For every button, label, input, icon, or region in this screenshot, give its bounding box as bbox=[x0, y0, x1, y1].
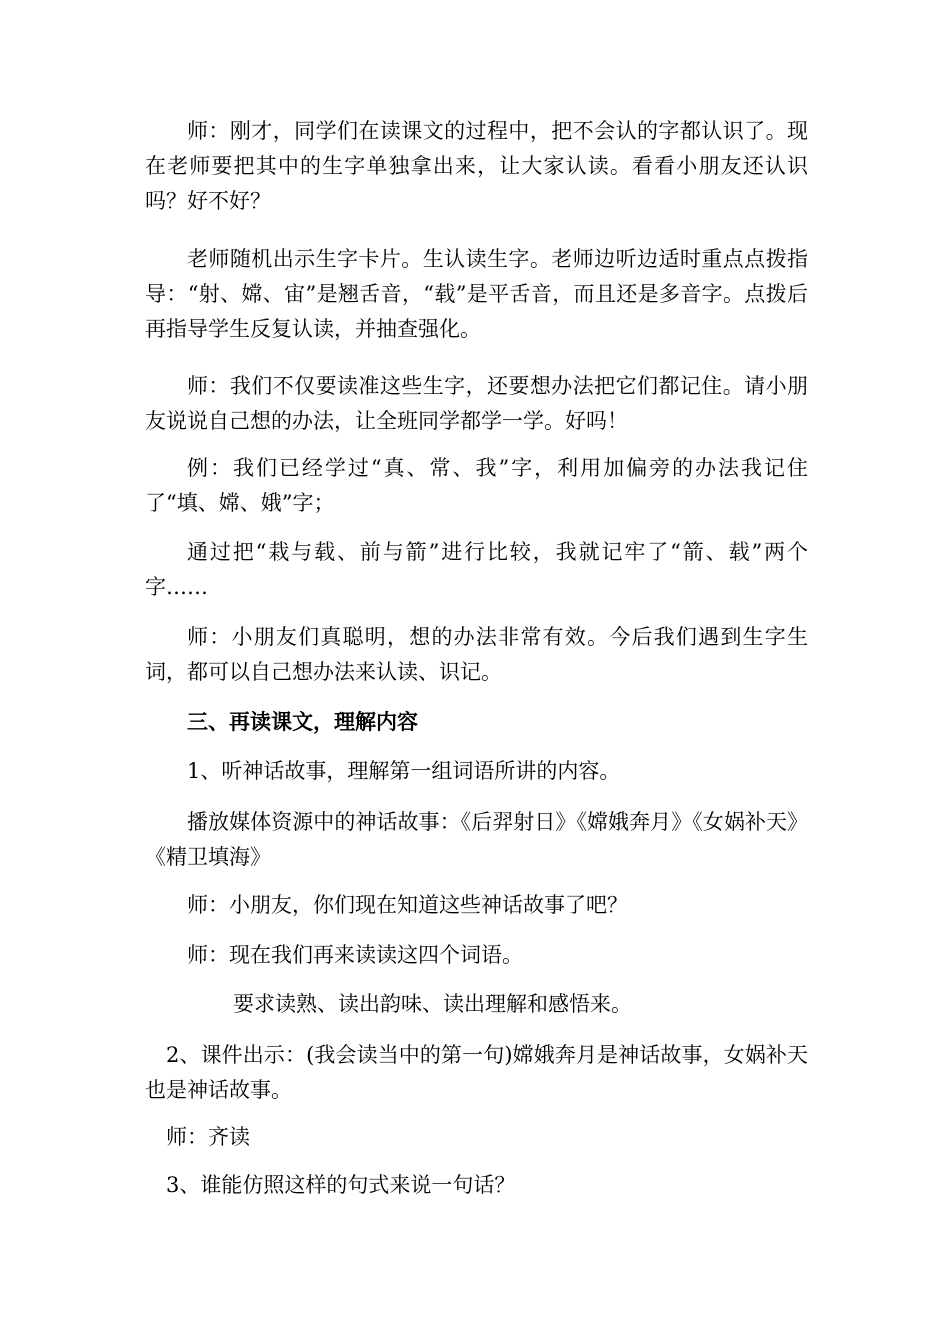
section-heading: 三、再读课文，理解内容 bbox=[187, 709, 418, 734]
paragraph-read-together: 师：齐读 bbox=[166, 1125, 250, 1149]
paragraph-step-2: 2、课件出示：(我会读当中的第一句)嫦娥奔月是神话故事，女娲补天也是神话故事。 bbox=[145, 1043, 808, 1102]
paragraph-card-reading: 老师随机出示生字卡片。生认读生字。老师边听边适时重点点拨指导：“射、嫦、宙”是翘舌音，“载”是平舌音，而且还是多音字。点拨后再指导学生反复认读，并抽查强化。 bbox=[145, 247, 808, 341]
paragraph-remember-method: 师：我们不仅要读准这些生字，还要想办法把它们都记住。请小朋友说说自己想的办法，让全班同学都学一学。好吗！ bbox=[145, 374, 808, 433]
paragraph-requirement: 要求读熟、读出韵味、读出理解和感悟来。 bbox=[233, 992, 632, 1016]
paragraph-step-3: 3、谁能仿照这样的句式来说一句话？ bbox=[166, 1173, 516, 1197]
paragraph-teacher-question: 师：小朋友，你们现在知道这些神话故事了吧？ bbox=[187, 893, 628, 917]
paragraph-play-stories: 播放媒体资源中的神话故事：《后羿射日》《嫦娥奔月》《女娲补天》《精卫填海》 bbox=[145, 810, 808, 869]
paragraph-example-compare: 通过把“栽与载、前与箭”进行比较，我就记牢了“箭、载”两个字…… bbox=[145, 540, 808, 599]
paragraph-example-radical: 例：我们已经学过“真、常、我”字，利用加偏旁的办法我记住了“填、嫦、娥”字； bbox=[145, 456, 808, 515]
paragraph-step-1: 1、听神话故事，理解第一组词语所讲的内容。 bbox=[187, 759, 621, 783]
paragraph-teacher-read-words: 师：现在我们再来读读这四个词语。 bbox=[187, 943, 523, 967]
paragraph-teacher-praise: 师：小朋友们真聪明，想的办法非常有效。今后我们遇到生字生词，都可以自己想办法来认读、识记。 bbox=[145, 625, 808, 684]
paragraph-teacher-intro: 师：刚才，同学们在读课文的过程中，把不会认的字都认识了。现在老师要把其中的生字单独拿出来，让大家认读。看看小朋友还认识吗？好不好？ bbox=[145, 119, 808, 213]
